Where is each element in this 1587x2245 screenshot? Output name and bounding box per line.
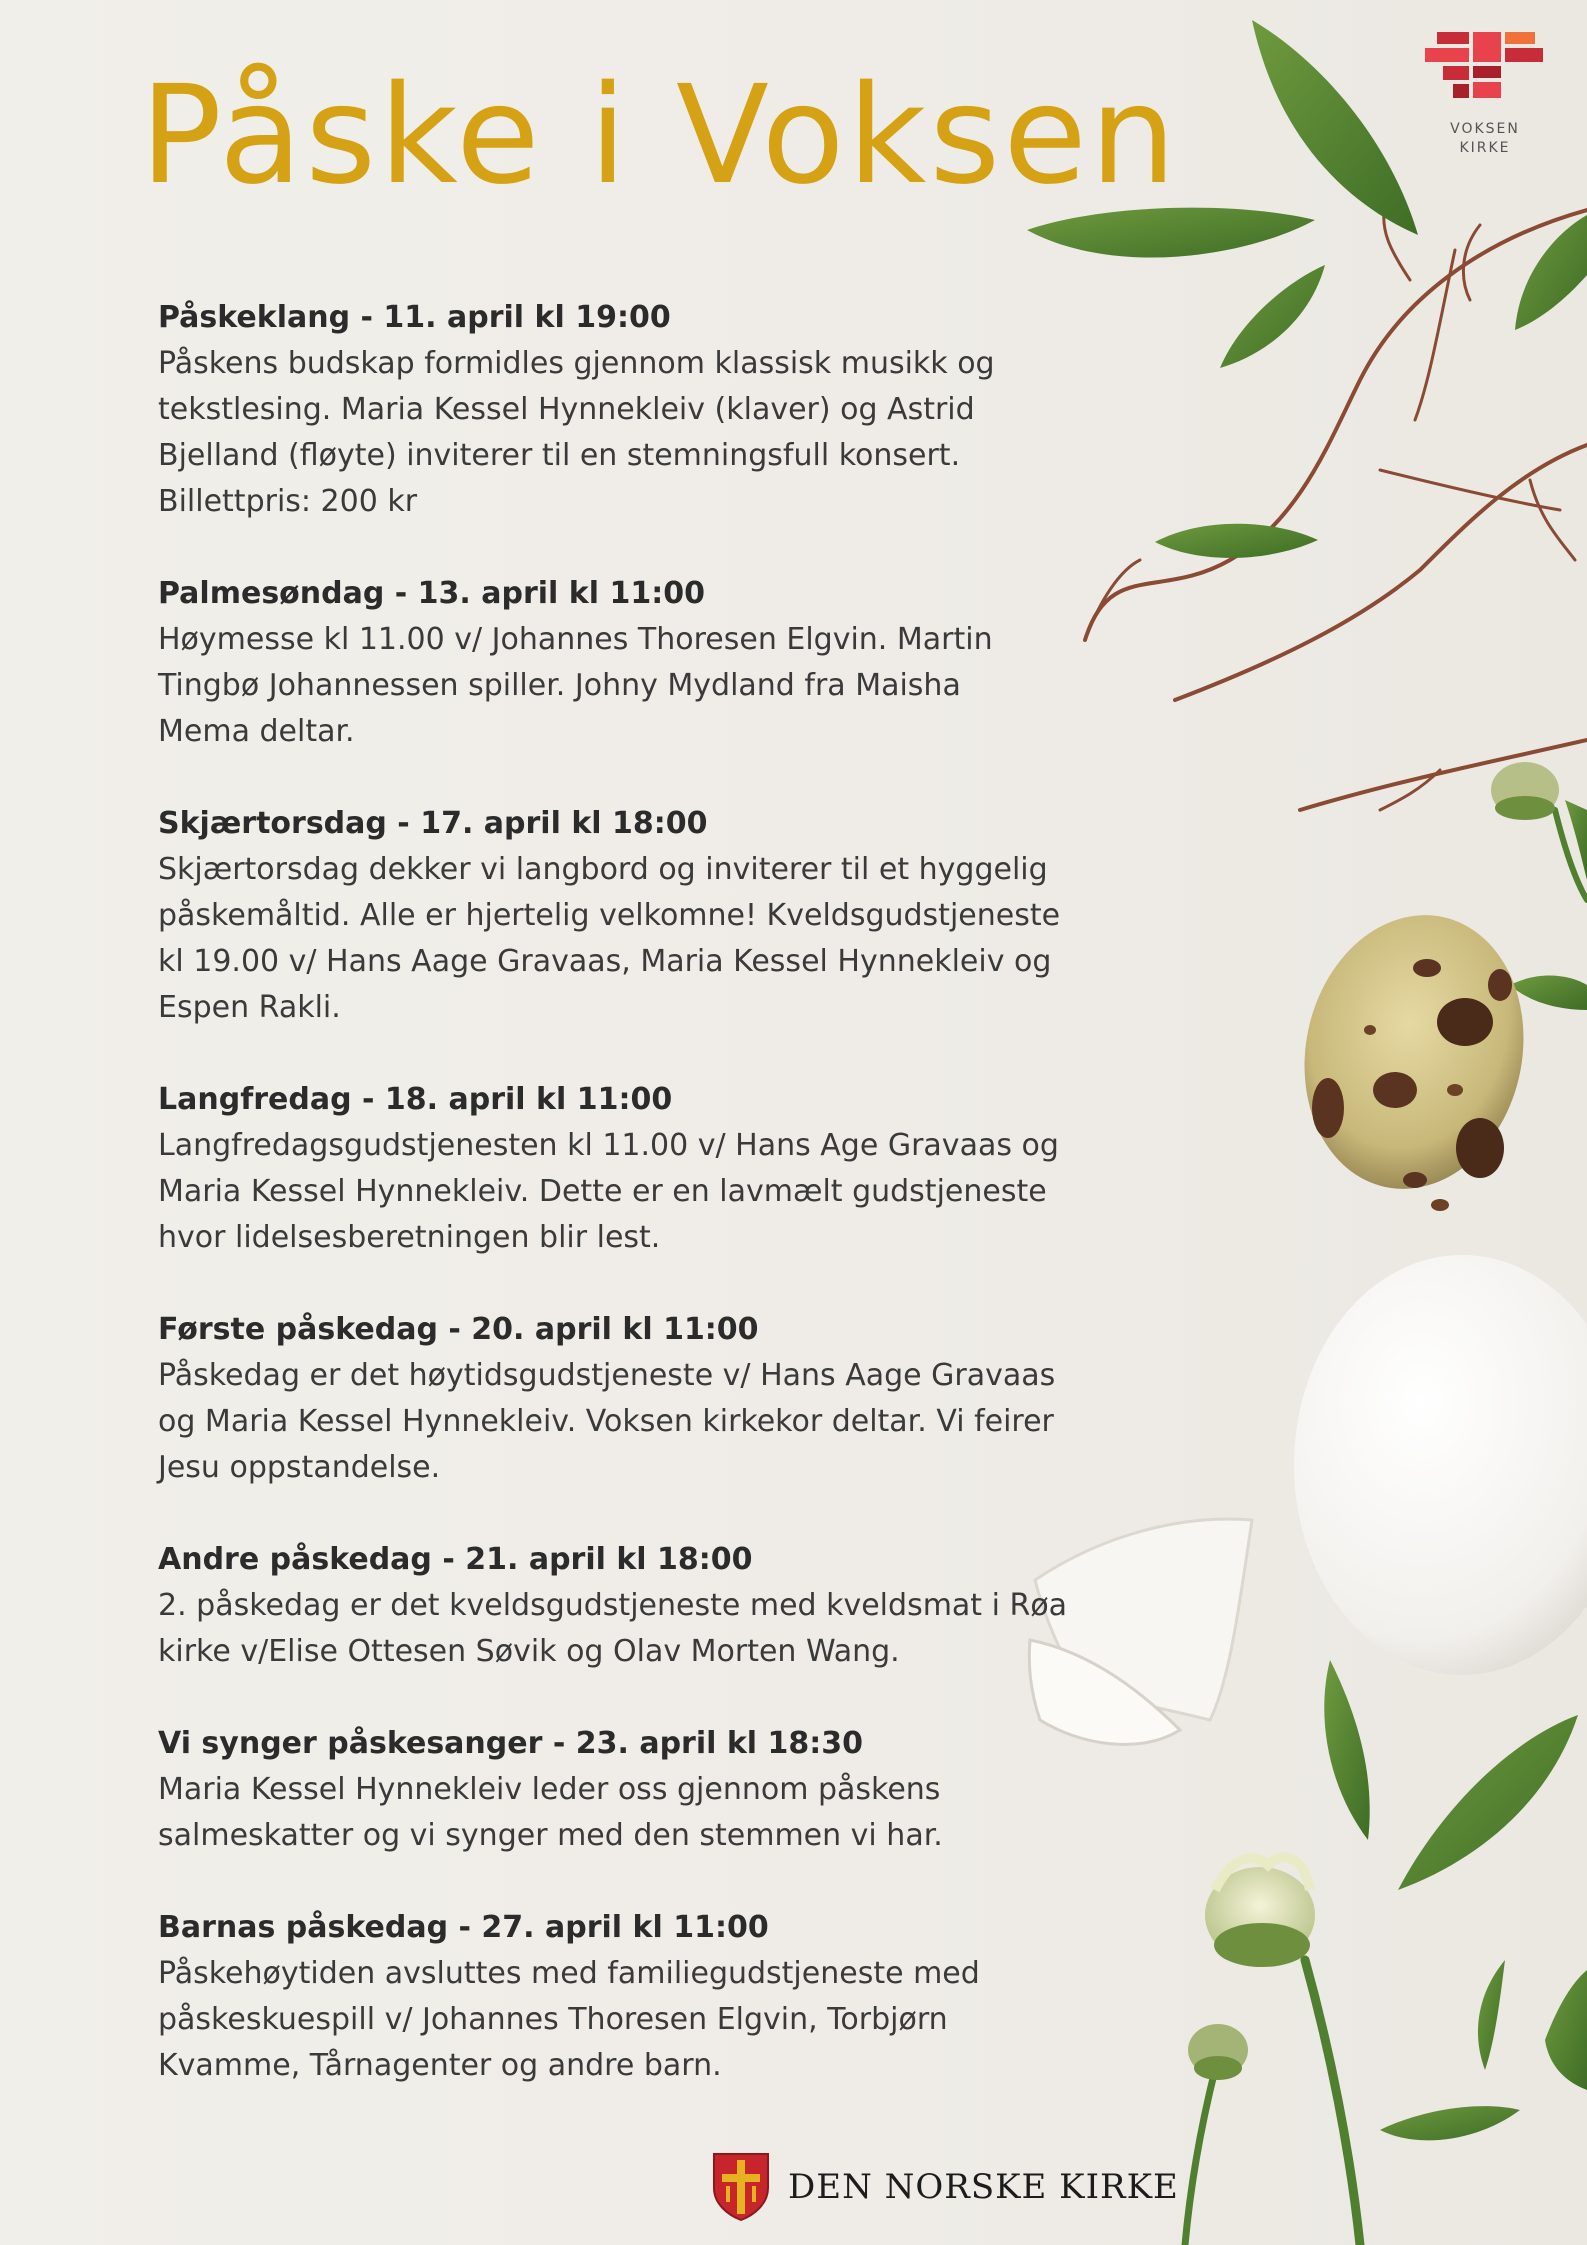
footer-text: DEN NORSKE KIRKE [788, 2167, 1179, 2207]
event-description [158, 1767, 1098, 1859]
event-text-line: Espen Rakli. [158, 990, 341, 1025]
event-heading: Påskeklang - 11. april kl 19:00 [158, 300, 671, 335]
event-barnas-paskedag [158, 1905, 1098, 2089]
event-description [158, 1353, 1098, 1491]
den-norske-kirke-shield-icon [712, 2152, 770, 2222]
event-text-line: Tingbø Johannessen spiller. Johny Mydland fra Maisha [158, 668, 961, 703]
event-text-line: 2. påskedag er det kveldsgudstjeneste med kveldsmat i Røa [158, 1588, 1068, 1623]
events-list [158, 295, 1098, 2135]
voksen-kirke-cross-icon [1423, 28, 1547, 120]
logo-text-line2: KIRKE [1459, 140, 1511, 156]
event-text-line: Maria Kessel Hynnekleiv. Dette er en lavmælt gudstjeneste [158, 1174, 1047, 1209]
event-heading: Vi synger påskesanger - 23. april kl 18:30 [158, 1726, 864, 1761]
den-norske-kirke-logo [712, 2152, 1179, 2222]
event-vi-synger-paskesanger [158, 1721, 1098, 1859]
event-palmesondag [158, 571, 1098, 755]
event-description [158, 341, 1098, 525]
event-text-line: Jesu oppstandelse. [158, 1450, 441, 1485]
event-text-line: påskeskuespill v/ Johannes Thoresen Elgvin, Torbjørn [158, 2002, 948, 2037]
quail-egg-icon [1280, 895, 1549, 1211]
event-heading: Langfredag - 18. april kl 11:00 [158, 1082, 673, 1117]
event-text-line: påskemåltid. Alle er hjertelig velkomne! Kveldsgudstjeneste [158, 898, 1061, 933]
event-forste-paskedag [158, 1307, 1098, 1491]
event-heading: Palmesøndag - 13. april kl 11:00 [158, 576, 705, 611]
logo-text-line1: VOKSEN [1450, 121, 1520, 137]
event-andre-paskedag [158, 1537, 1098, 1675]
event-text-line: Påskehøytiden avsluttes med familiegudstjeneste med [158, 1956, 980, 1991]
event-text-line: Mema deltar. [158, 714, 355, 749]
event-description [158, 617, 1098, 755]
page-title: Påske i Voksen [140, 57, 1180, 215]
voksen-kirke-logo [1420, 28, 1550, 158]
event-text-line: kl 19.00 v/ Hans Aage Gravaas, Maria Kessel Hynnekleiv og [158, 944, 1052, 979]
event-text-line: tekstlesing. Maria Kessel Hynnekleiv (klaver) og Astrid [158, 392, 975, 427]
event-text-line: hvor lidelsesberetningen blir lest. [158, 1220, 661, 1255]
event-text-line: Kvamme, Tårnagenter og andre barn. [158, 2048, 722, 2083]
event-description [158, 847, 1098, 1031]
event-text-line: Billettpris: 200 kr [158, 484, 418, 519]
event-description [158, 1951, 1098, 2089]
event-text-line: Påskedag er det høytidsgudstjeneste v/ Hans Aage Gravaas [158, 1358, 1056, 1393]
event-heading: Barnas påskedag - 27. april kl 11:00 [158, 1910, 769, 1945]
event-text-line: Maria Kessel Hynnekleiv leder oss gjennom påskens [158, 1772, 941, 1807]
event-langfredag [158, 1077, 1098, 1261]
event-text-line: Skjærtorsdag dekker vi langbord og inviterer til et hyggelig [158, 852, 1048, 887]
event-text-line: Bjelland (fløyte) inviterer til en stemningsfull konsert. [158, 438, 961, 473]
event-paskeklang [158, 295, 1098, 525]
event-text-line: salmeskatter og vi synger med den stemmen vi har. [158, 1818, 943, 1853]
event-heading: Andre påskedag - 21. april kl 18:00 [158, 1542, 753, 1577]
event-text-line: og Maria Kessel Hynnekleiv. Voksen kirkekor deltar. Vi feirer [158, 1404, 1054, 1439]
twig-icon [1085, 205, 1587, 810]
white-egg-icon [1294, 1255, 1587, 1675]
event-text-line: kirke v/Elise Ottesen Søvik og Olav Morten Wang. [158, 1634, 900, 1669]
event-text-line: Langfredagsgudstjenesten kl 11.00 v/ Hans Age Gravaas og [158, 1128, 1059, 1163]
event-description [158, 1583, 1098, 1675]
event-description [158, 1123, 1098, 1261]
event-heading: Første påskedag - 20. april kl 11:00 [158, 1312, 759, 1347]
event-text-line: Påskens budskap formidles gjennom klassisk musikk og [158, 346, 995, 381]
event-skjaertorsdag [158, 801, 1098, 1031]
event-text-line: Høymesse kl 11.00 v/ Johannes Thoresen Elgvin. Martin [158, 622, 993, 657]
event-heading: Skjærtorsdag - 17. april kl 18:00 [158, 806, 708, 841]
